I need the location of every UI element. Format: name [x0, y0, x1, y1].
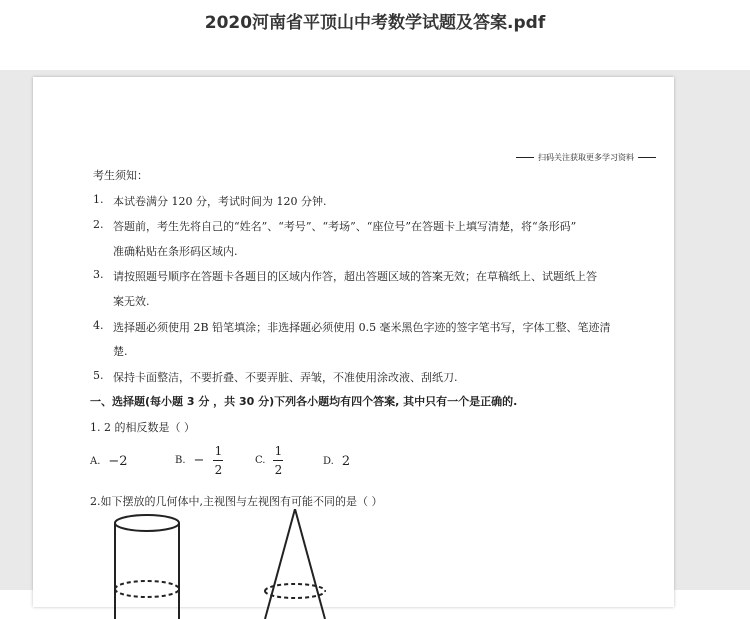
notice-line: 答题前，考生先将自己的“姓名”、“考号”、“考场”、“座位号”在答题卡上填写清楚，将“条形码”	[113, 220, 577, 233]
cone-figure	[265, 509, 325, 619]
denominator: 2	[214, 463, 223, 477]
option-d	[323, 454, 350, 469]
notice-line: 楚.	[113, 345, 128, 358]
question-1: 1. 2 的相反数是（ ）	[90, 421, 195, 434]
document-title: 2020河南省平顶山中考数学试题及答案.pdf	[204, 13, 546, 33]
option-label: B.	[175, 455, 186, 466]
notice-line: 请按照题号顺序在答题卡各题目的区域内作答，超出答题区域的答案无效；在草稿纸上、试题纸上答	[113, 270, 597, 283]
denominator: 2	[274, 463, 283, 477]
notice-num: 4.	[93, 319, 104, 332]
header-note-text: 扫码关注获取更多学习资料	[538, 153, 634, 162]
fraction-bar	[213, 460, 223, 461]
question-2: 2.如下摆放的几何体中,主视图与左视图有可能不同的是（ ）	[90, 495, 383, 508]
option-label: C.	[255, 455, 266, 466]
header-note	[516, 152, 656, 163]
option-label: A.	[90, 456, 101, 467]
notice-num: 5.	[93, 369, 104, 382]
option-value: 2	[341, 454, 351, 469]
option-label: D.	[323, 456, 334, 467]
notice-num: 2.	[93, 218, 104, 231]
notice-num: 3.	[93, 268, 104, 281]
geometry-figures	[113, 509, 373, 619]
section-title: 一、选择题(每小题 3 分 ，共 30 分)下列各小题均有四个答案, 其中只有一个是正确的.	[90, 395, 518, 408]
notice-line: 本试卷满分 120 分，考试时间为 120 分钟.	[113, 195, 327, 208]
notice-line: 选择题必须使用 2B 铅笔填涂；非选择题必须使用 0.5 毫米黑色字迹的签字笔书写，字体工整、笔迹清	[113, 321, 611, 334]
minus-sign: −	[193, 453, 205, 468]
dash-right	[638, 157, 656, 158]
dash-left	[516, 157, 534, 158]
option-c	[255, 444, 283, 477]
pdf-page	[33, 77, 674, 607]
notice-line: 案无效.	[113, 295, 150, 308]
notice-line: 准确粘贴在条形码区域内.	[113, 245, 238, 258]
fraction	[273, 444, 283, 477]
numerator: 1	[214, 444, 223, 458]
title-bar	[0, 0, 750, 70]
option-b	[175, 444, 223, 477]
notice-heading: 考生须知：	[93, 169, 148, 182]
fraction	[213, 444, 223, 477]
option-value: −2	[108, 454, 128, 469]
notice-num: 1.	[93, 193, 104, 206]
option-a	[90, 454, 128, 469]
notice-line: 保持卡面整洁，不要折叠、不要弄脏、弄皱，不准使用涂改液、刮纸刀.	[113, 371, 458, 384]
numerator: 1	[274, 444, 283, 458]
cylinder-figure	[115, 515, 179, 619]
fraction-bar	[273, 460, 283, 461]
